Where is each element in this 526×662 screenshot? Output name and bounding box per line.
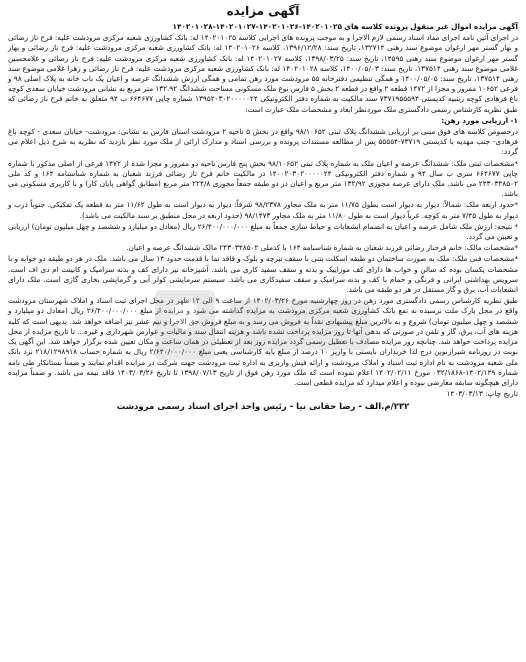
auction-terms-paragraph: طبق نظریه کارشناس رسمی دادگستری مورد رهن در روز چهارشنبه مورخ ۱۴۰۲/۰۳/۲۶ از ساعت ۹ الی ۱۲ ظهر در محل اجرای ثبت اسناد و املاک شهرستان مرودشت واقع در محل پارک ملت نرسیده به نفع بانک کشاورزی شعبه مرکزی مرودشت به مزایده گذاشته می شود و مزایده از مبلغ ۲۶/۴۰۰/۰۰۰/۰۰۰ ریال (معادل دو میلیارد و ششصد و چهل میلیون تومان) شروع و به بالاترین مبلغ پیشنهادی نقداً به فروش می رسد و به مبلغ فروش حق الاجرا و نیم عشر نیز اضافه خواهد شد. بدیهی است که کلیه هزینه های آب، برق، گاز و تلفن در صورتی که بدهی آنها تا روز مزایده پرداخت نشده باشد و هزینه انتقال سند و مالیات و عوارض شهرداری و غیره... تا تاریخ مزایده از محل مزایده پرداخت خواهد شد. چنانچه روز مزایده مصادف با تعطیل رسمی گردد مزایده روز بعد از تعطیلی در همان ساعت و مکان تعیین شده برگزار خواهد شد. این آگهی یک نوبت در روزنامه شیرازنوین درج لذا خریداران بایستی با واریز ۱۰ درصد از مبلغ پایه کارشناسی یعنی مبلغ ۲/۶۴۰/۰۰۰/۰۰۰ ریال به شماره حساب ۲۱۸/۱۲۹۸۹۱۸ نزد بانک ملی شعبه مرودشت به نام اداره ثبت اسناد و املاک مرودشت و ارائه فیش واریزی به اداره ثبت مرودشت جهت شرکت در مزایده اقدام نمایند و ضمناً بستانکار طی نامه شماره ۱۴۰۲/۱۴۹-۰۳۲/۱۸۶۸ مورخ ۱۴۰۲/۰۲/۱۱ اعلام نموده است که ملک مورد رهن فوق از تاریخ ۱۳۹۸/۰۷/۱۳ تا تاریخ ۱۴۰۳/۰۳/۲۶ فاقد بیمه می باشد. و ضمناً مزایده دارای هیچگونه سابقه معارضی نبوده و اعلام میدارد که مزایده قطعی است. — [8, 296, 518, 387]
result-paragraph: * نتیجه: ارزش ملک شامل عرصه و اعیان به انضمام انشعابات و حیاط سازی جمعاً به مبلغ ۲۶/۴۰۰/۰۰۰/۰۰۰ ریال (معادل دو میلیارد و ششصد و چهل میلیون تومان) ارزیابی و تعیین می گردد. — [8, 221, 518, 242]
signature-line: ۲۳۲/م.الف - رضا حقانی نیا - رئیس واحد اجرای اسناد رسمی مرودشت — [116, 402, 410, 413]
registration-details-paragraph: *مشخصات ثبتی ملک: ششدانگ عرصه و اعیان ملک به شماره پلاک ثبتی ۹۸/۱۰۶۵۲ بخش پنج فارس ناحیه دو مفروز و مجزا شده از ۱۴۷۲ فرعی از اصلی مذکور با شماره چاپی ۶۶۴۶۷۷ سری ب سال ۹۴ و شماره دفتر الکترونیکی ۱۴۰۰۲۰۳۰۲۰۰۰۰۰۲۴ در مالکیت خانم فرح ناز رضائی فرزند شعبان به شماره شناسنامه ۱۶۴ و کد ملی ۲۴۳۰۳۴۸۵۰۲ می باشد. ملک دارای عرصه مجوزی ۱۳۲/۹۲ متر مربع و اعیان در دو طبقه جمعاً مجوزی ۲۲۴/۸ متر مربع (مطابق گواهی پایان کار) و با کاربری مسکونی می باشد. — [8, 158, 519, 199]
case-numbers-heading: آگهی مزایده اموال غیر منقول پرونده کلاسه های ۱۴۰۲۰۱۰۲۵-۱۴۰۲۰۱۰۲۶-۱۴۰۲۰۱۰۲۷-۱۴۰۲۰۱۰۲۸ — [172, 22, 518, 31]
valuation-heading: ۱- ارزیابی مورد رهن: — [441, 115, 518, 125]
owner-paragraph: *مشخصات مالک: خانم فرحناز رضائی فرزند شعبان به شماره شناسنامه ۱۶۴ با کدملی ۲۴۳۰۳۴۸۵۰۲ مالک ششدانگ عرصه و اعیان. — [126, 243, 518, 253]
print-date: تاریخ چاپ: ۱۴۰۳/۰۳/۱۳ — [446, 389, 518, 399]
boundaries-paragraph: *حدود اربعه ملک: شمالاً: دیوار به دیوار است بطول ۱۱/۷۵ متر به ملک مجاور ۹۸/۲۳۷۸ شرقاً: دیوار به دیوار است به طول ۱۱/۶۲ متر به قطعه یک تفکیکی. جنوباً درب و دیوار به طول ۷/۴۵ متر به کوچه. غرباً دیوار است به طول ۱۱/۸۰ متر به ملک مجاور ۹۸/۱۴۷۳ (حدود اربعه در محل منطبق بر سند مالکیت می باشد). — [8, 200, 518, 220]
enforcement-intro-paragraph: در اجرای آئین نامه اجرای مفاد اسناد رسمی لازم الاجرا و به موجب پرونده های اجرایی کلاسه ۱۴۰۲۰۱۰۲۵ له: بانک کشاورزی شعبه مرکزی مرودشت علیه: فرح ناز رضائی و بهار گستر مهر ارغوان موضوع سند رهنی ۱۳۲۷۱۴، تاریخ سند: ۱۳۹۶/۱۲/۲۸، کلاسه ۱۴۰۲۰۱۰۲۶ له: بانک کشاورزی شعبه مرکزی مرودشت علیه: فرح ناز رضائی و بهار گستر مهر ارغوان موضوع سند رهنی ۱۴۵۹۵، تاریخ سند: ۱۳۹۸/۰۳/۲۵، کلاسه ۱۴۰۲۰۱۰۲۷ له: بانک کشاورزی شعبه مرکزی مرودشت علیه: فرح ناز رضائی و غلامحسین غلامی موضوع سند رهنی ۱۳۷۵۱۴، تاریخ سند: ۱۴۰۰/۰۵/۰۳، کلاسه ۱۴۰۲۰۱۰۲۸ له: بانک کشاورزی شعبه مرکزی مرودشت علیه: فرح ناز رضائی و زهرا غلامی موضوع سند رهنی ۱۳۷۵۱۴، تاریخ سند: ۱۴۰۰/۰۵/۰۵ و همگی تنظیمی دفترخانه ۵۵ مرودشت مورد رهن تمامی و همگی ارزش ششدانگ عرصه و اعیان یک باب خانه به پلاک اصلی ۹۸ و فرعی ۱۰۶۵۲ مفروز و مجزا از ۱۴۷۲ قطعه ۲ واقع در قطعه ۲ بخش ۵ فارس نوع ملک مسکونی مساحت ششدانگ ۱۳۲.۹۲ متر مربع به نشانی مرودشت خیابان سعدی کوچه باغ فرهادی کوچه زینبیه کدپستی ۷۳۷۱۹۵۵۵۹۴ سند مالکیت به شماره دفتر الکترونیکی ۱۳۹۵۲۰۳۰۲۰۰۰۰۰۲۴ شماره چاپی ۶۶۴۶۷۷ ب ۹۴ متعلق به خانم فرح ناز رضائی که طبق نظریه کارشناس رسمی دادگستری ملک موردنظر ابعاد و مشخصات ملک عبارت است: — [8, 33, 519, 114]
technical-specs-paragraph: *مشخصات فنی ملک: ملک به صورت ساختمان دو طبقه اسکلت بتنی با سقف تیرچه و بلوک و قاقد نما با قدمت حدود ۱۴ سال می باشد. ملک در هر دو طبقه دو خوابه و با مشخصات یکسان بوده که سالن و خواب ها دارای کف موزاییک و بدنه و سقف سفید کاری می باشد. آشپزخانه نیز دارای کف و بدنه سرامیک و کابینت ام دی اف است. سرویس بهداشتی ایرانی و فرنگی و حمام با کف و بدنه سرامیک و سقف سفیدکاری می باشد. سیستم سرمایشی کولر آبی و گرمایشی بخاری گازی است. ملک دارای انشعابات آب، برق و گاز مستقل در هر دو طبقه می باشد. — [8, 254, 518, 295]
notice-title: آگهی مزایده — [226, 4, 300, 18]
valuation-paragraph: درخصوص کلاسه های فوق مبنی بر ارزیابی ششدانگ پلاک ثبتی ۹۸/۱۰۶۵۲ واقع در بخش ۵ ناحیه ۲ مرودشت استان فارس به نشانی: مرودشت- خیابان سعدی - کوچه باغ فرهادی- جنب مهدیه با کدپستی ۷۳۷۱۹-۵۵۵۵۴ پس از مطالعه مستندات پرونده و بررسی اسناد و مدارک ارائی از ملک مورد نظر بازدید که نظریه به شرح ذیل اعلام می گردد: — [8, 127, 519, 157]
